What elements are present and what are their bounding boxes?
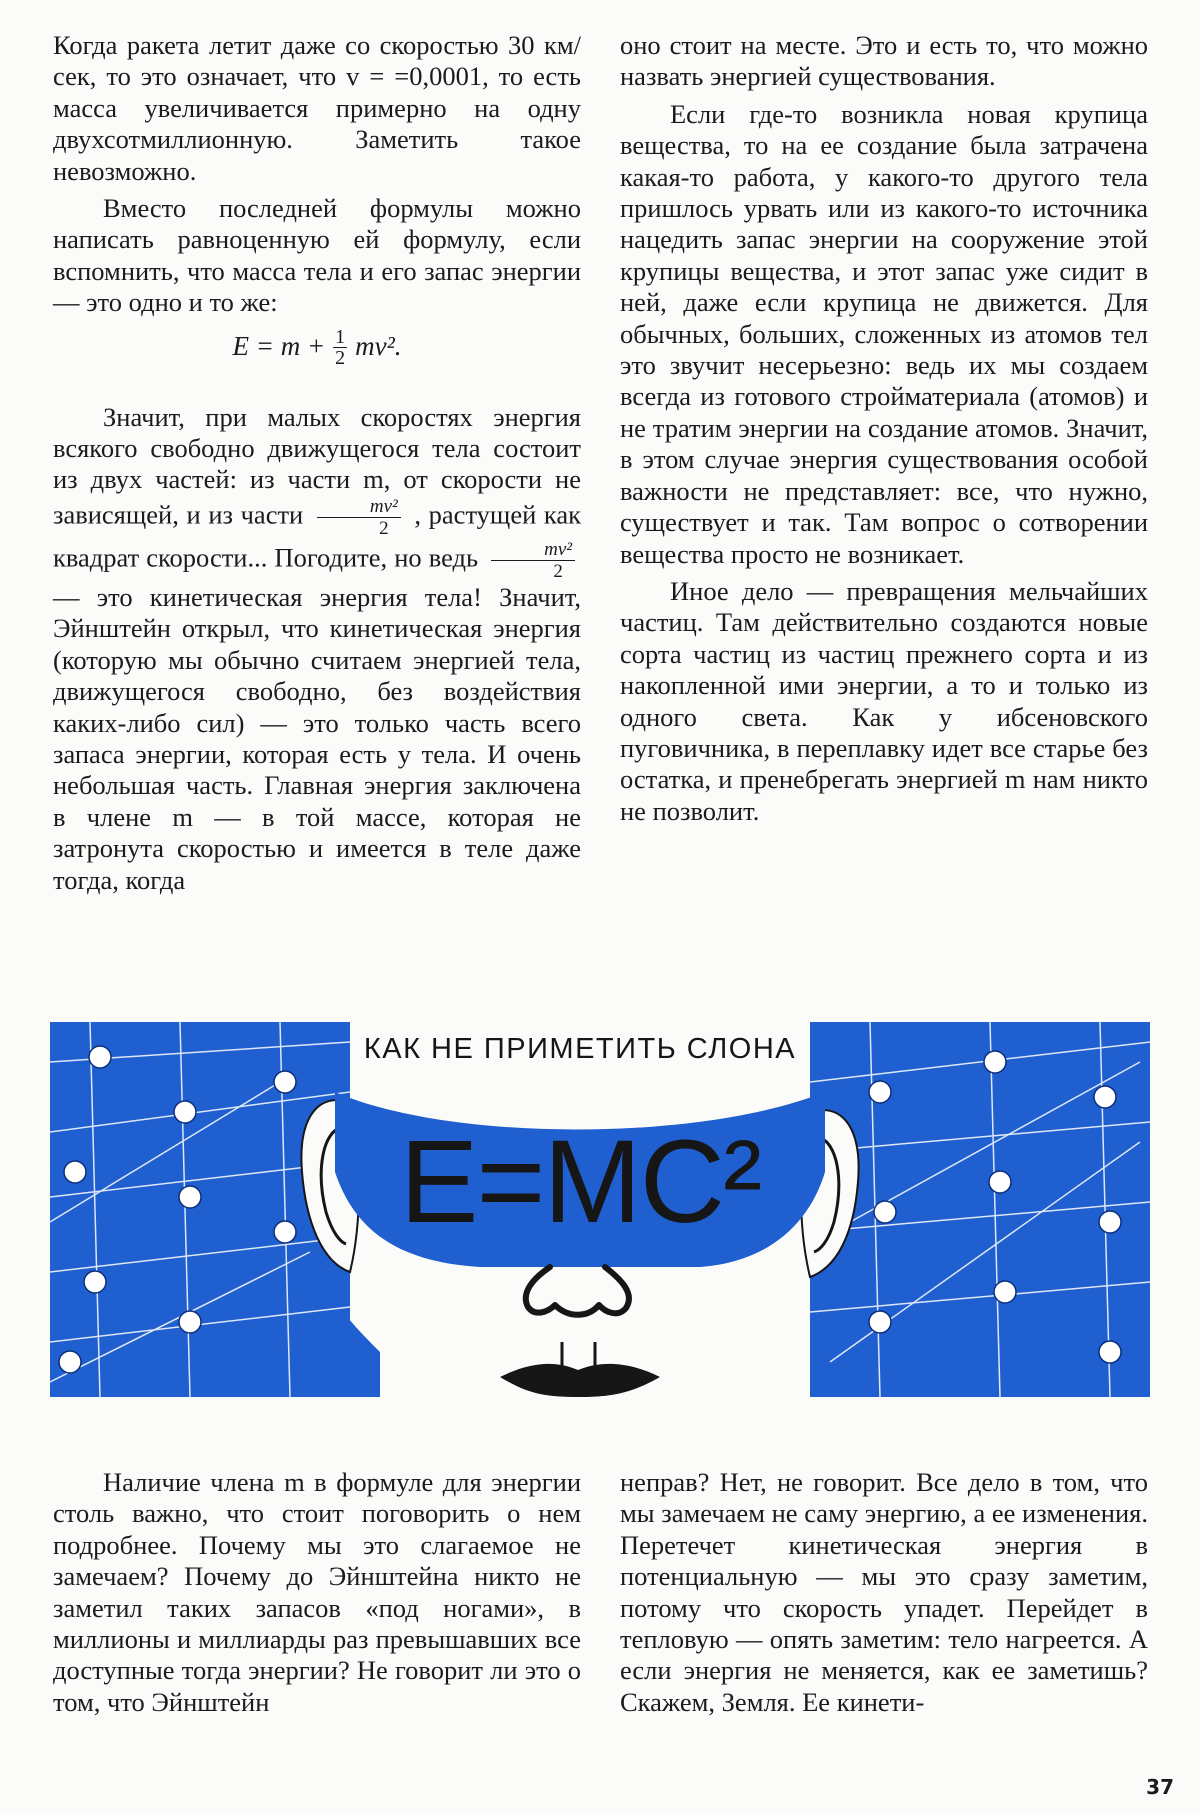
- fraction-denominator: 2: [379, 517, 389, 539]
- fraction-numerator: mv²: [491, 539, 575, 561]
- illustration-face-blindfold: [50, 1022, 1150, 1397]
- nose: [526, 1267, 629, 1315]
- paragraph: Наличие члена m в формуле для энергии столь важно, что стоит поговорить о нем подробнее. Почему мы это слагаемое не замечаем? Почему до Эйнштейна никто не заметил таких запасов «под ногами», в миллионы и миллиарды раз превышавших все доступные тогда энергии? Не говорит ли это о том, что Эйнштейн: [53, 1467, 581, 1717]
- column-bottom-right: [620, 1467, 1148, 1718]
- formula-right: mv².: [355, 331, 402, 362]
- paragraph: оно стоит на месте. Это и есть то, что можно назвать энергией существования.: [620, 30, 1148, 92]
- paragraph-text: — это кинетическая энергия тела! Значит, Эйнштейн открыл, что кинетическая энергия (которую мы обычно считаем энергией тела, движущегося свободно, без воздействия каких-либо сил) — это только часть всего запаса энергии, которая есть у тела. И очень небольшая часть. Главная энергия заключена в члене m — в той массе, которая не затронута скоростью и имеется в теле даже тогда, когда: [53, 581, 581, 895]
- column-top-left: [53, 30, 581, 896]
- fraction-numerator: 1: [335, 325, 346, 348]
- column-bottom-left: [53, 1467, 581, 1718]
- illustration-title: КАК НЕ ПРИМЕТИТЬ СЛОНА: [363, 1033, 797, 1065]
- fraction-denominator: 2: [335, 346, 346, 369]
- formula-energy: [53, 327, 581, 368]
- inline-fraction: [491, 539, 575, 582]
- paragraph-text: Значит, при малых скоростях энергия всякого свободно движущегося тела состоит из двух частей: из части m, от скорости не зависящей, и из части: [53, 401, 581, 530]
- equation-text: E=MC²: [399, 1116, 761, 1248]
- fraction-denominator: 2: [553, 560, 563, 582]
- lips: [500, 1364, 660, 1397]
- column-top-right: [620, 30, 1148, 827]
- paragraph: Когда ракета летит даже со скоростью 30 км/сек, то это означает, что v = =0,0001, то есть масса увеличивается примерно на одну двухсотмиллионную. Заметить такое невозможно.: [53, 30, 581, 186]
- paragraph: Если где-то возникла новая крупица вещества, то на ее создание была затрачена какая-то работа, у какого-то другого тела пришлось урвать или из какого-то источника нацедить запас энергии на сооружение этой крупицы вещества, и этот запас уже сидит в ней, даже если крупица не движется. Для обычных, больших, сложенных из атомов тел это звучит несерьезно: ведь их мы создаем всегда из готового стройматериала (атомов) и не тратим энергии на создание атомов. Значит, в этом случае энергия существования особой важности не представляет: все, что нужно, существует и так. Там вопрос о сотворении вещества просто не возникает.: [620, 98, 1148, 569]
- paragraph: [53, 402, 581, 896]
- paragraph: неправ? Нет, не говорит. Все дело в том, что мы замечаем не саму энергию, а ее изменения. Перетечет кинетическая энергия в потенциальную — мы это сразу заметим, потому что скорость упадет. Перейдет в тепловую — опять заметим: тело нагреется. А если энергия не меняется, как ее заметишь? Скажем, Земля. Ее кинети-: [620, 1467, 1148, 1717]
- fraction-numerator: mv²: [317, 496, 401, 518]
- formula-fraction: [333, 327, 347, 368]
- inline-fraction: [317, 496, 401, 539]
- page-number: 37: [1146, 1775, 1174, 1799]
- philtrum: [562, 1342, 595, 1367]
- paragraph: Вместо последней формулы можно написать равноценную ей формулу, если вспомнить, что масса тела и его запас энергии — это одно и то же:: [53, 193, 581, 318]
- paragraph-text: , растущей как квадрат скорости... Погодите, но ведь: [53, 499, 582, 573]
- formula-left: E = m +: [232, 331, 326, 362]
- paragraph: Иное дело — превращения мельчайших частиц. Там действительно создаются новые сорта частиц из частиц прежнего сорта и из накопленной ими энергии, а то и только из одного света. Как у ибсеновского пуговичника, в переплавку идет все старье без остатка, и пренебрегать энергией m нам никто не позволит.: [620, 575, 1148, 826]
